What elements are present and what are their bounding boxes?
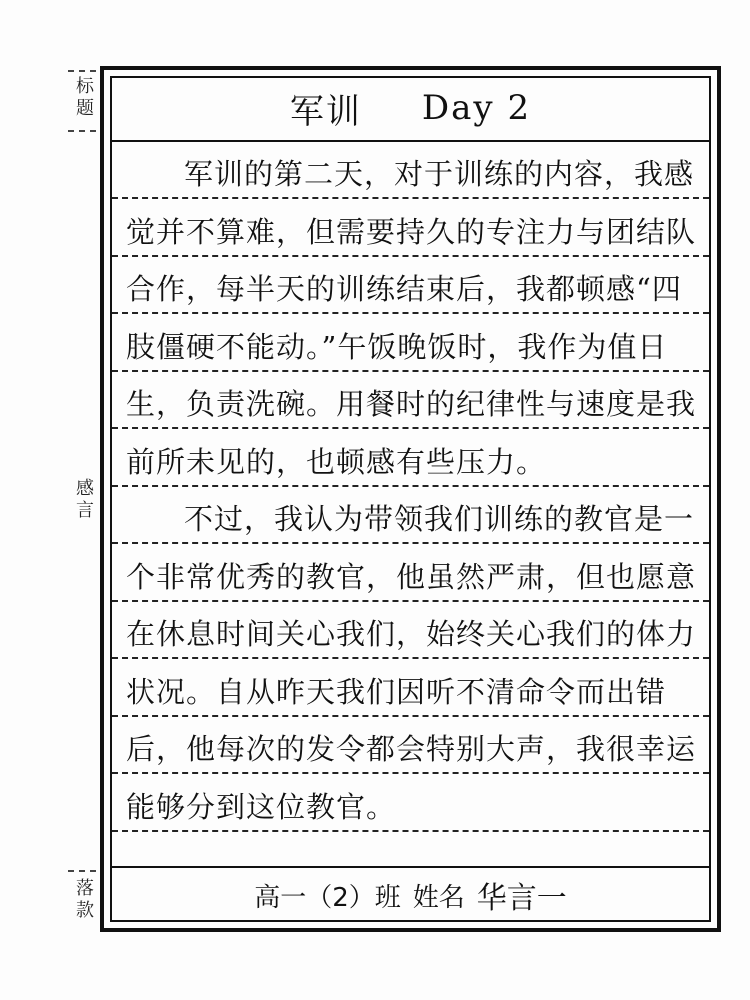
title-row [112, 78, 709, 138]
worksheet-frame [100, 66, 721, 932]
side-tick-mid [68, 130, 96, 132]
label-title [70, 76, 100, 120]
title-right: Day 2 [421, 88, 532, 128]
signature-divider [112, 866, 709, 868]
signature-row [112, 870, 709, 920]
side-tick-bottom [68, 870, 96, 872]
side-tick-top [68, 70, 96, 72]
title-divider [112, 140, 709, 142]
student-name: 华言一 [476, 881, 567, 916]
label-title-text: 标题 [76, 76, 94, 119]
class-grade: 高一（2）班 [254, 882, 401, 913]
label-signature [70, 878, 100, 922]
label-reflection-text: 感言 [76, 478, 94, 521]
reflection-body [126, 146, 701, 836]
name-label: 姓名 [412, 882, 465, 913]
paragraph-2: 不过，我认为带领我们训练的教官是一个非常优秀的教官，他虽然严肃，但也愿意在休息时间关心我们，始终关心我们的体力状况。自从昨天我们因听不清命令而出错后，他每次的发令都会特别大声，我很幸运能够分到这位教官。 [126, 502, 697, 824]
label-reflection [70, 478, 100, 522]
title-left: 军训 [289, 91, 362, 132]
label-signature-text: 落款 [76, 878, 94, 921]
paragraph-1: 军训的第二天，对于训练的内容，我感觉并不算难，但需要持久的专注力与团结队合作，每半天的训练结束后，我都顿感“四肢僵硬不能动。”午饭晚饭时，我作为值日生，负责洗碗。用餐时的纪律性与速度是我前所未见的，也顿感有些压力。 [126, 157, 697, 479]
